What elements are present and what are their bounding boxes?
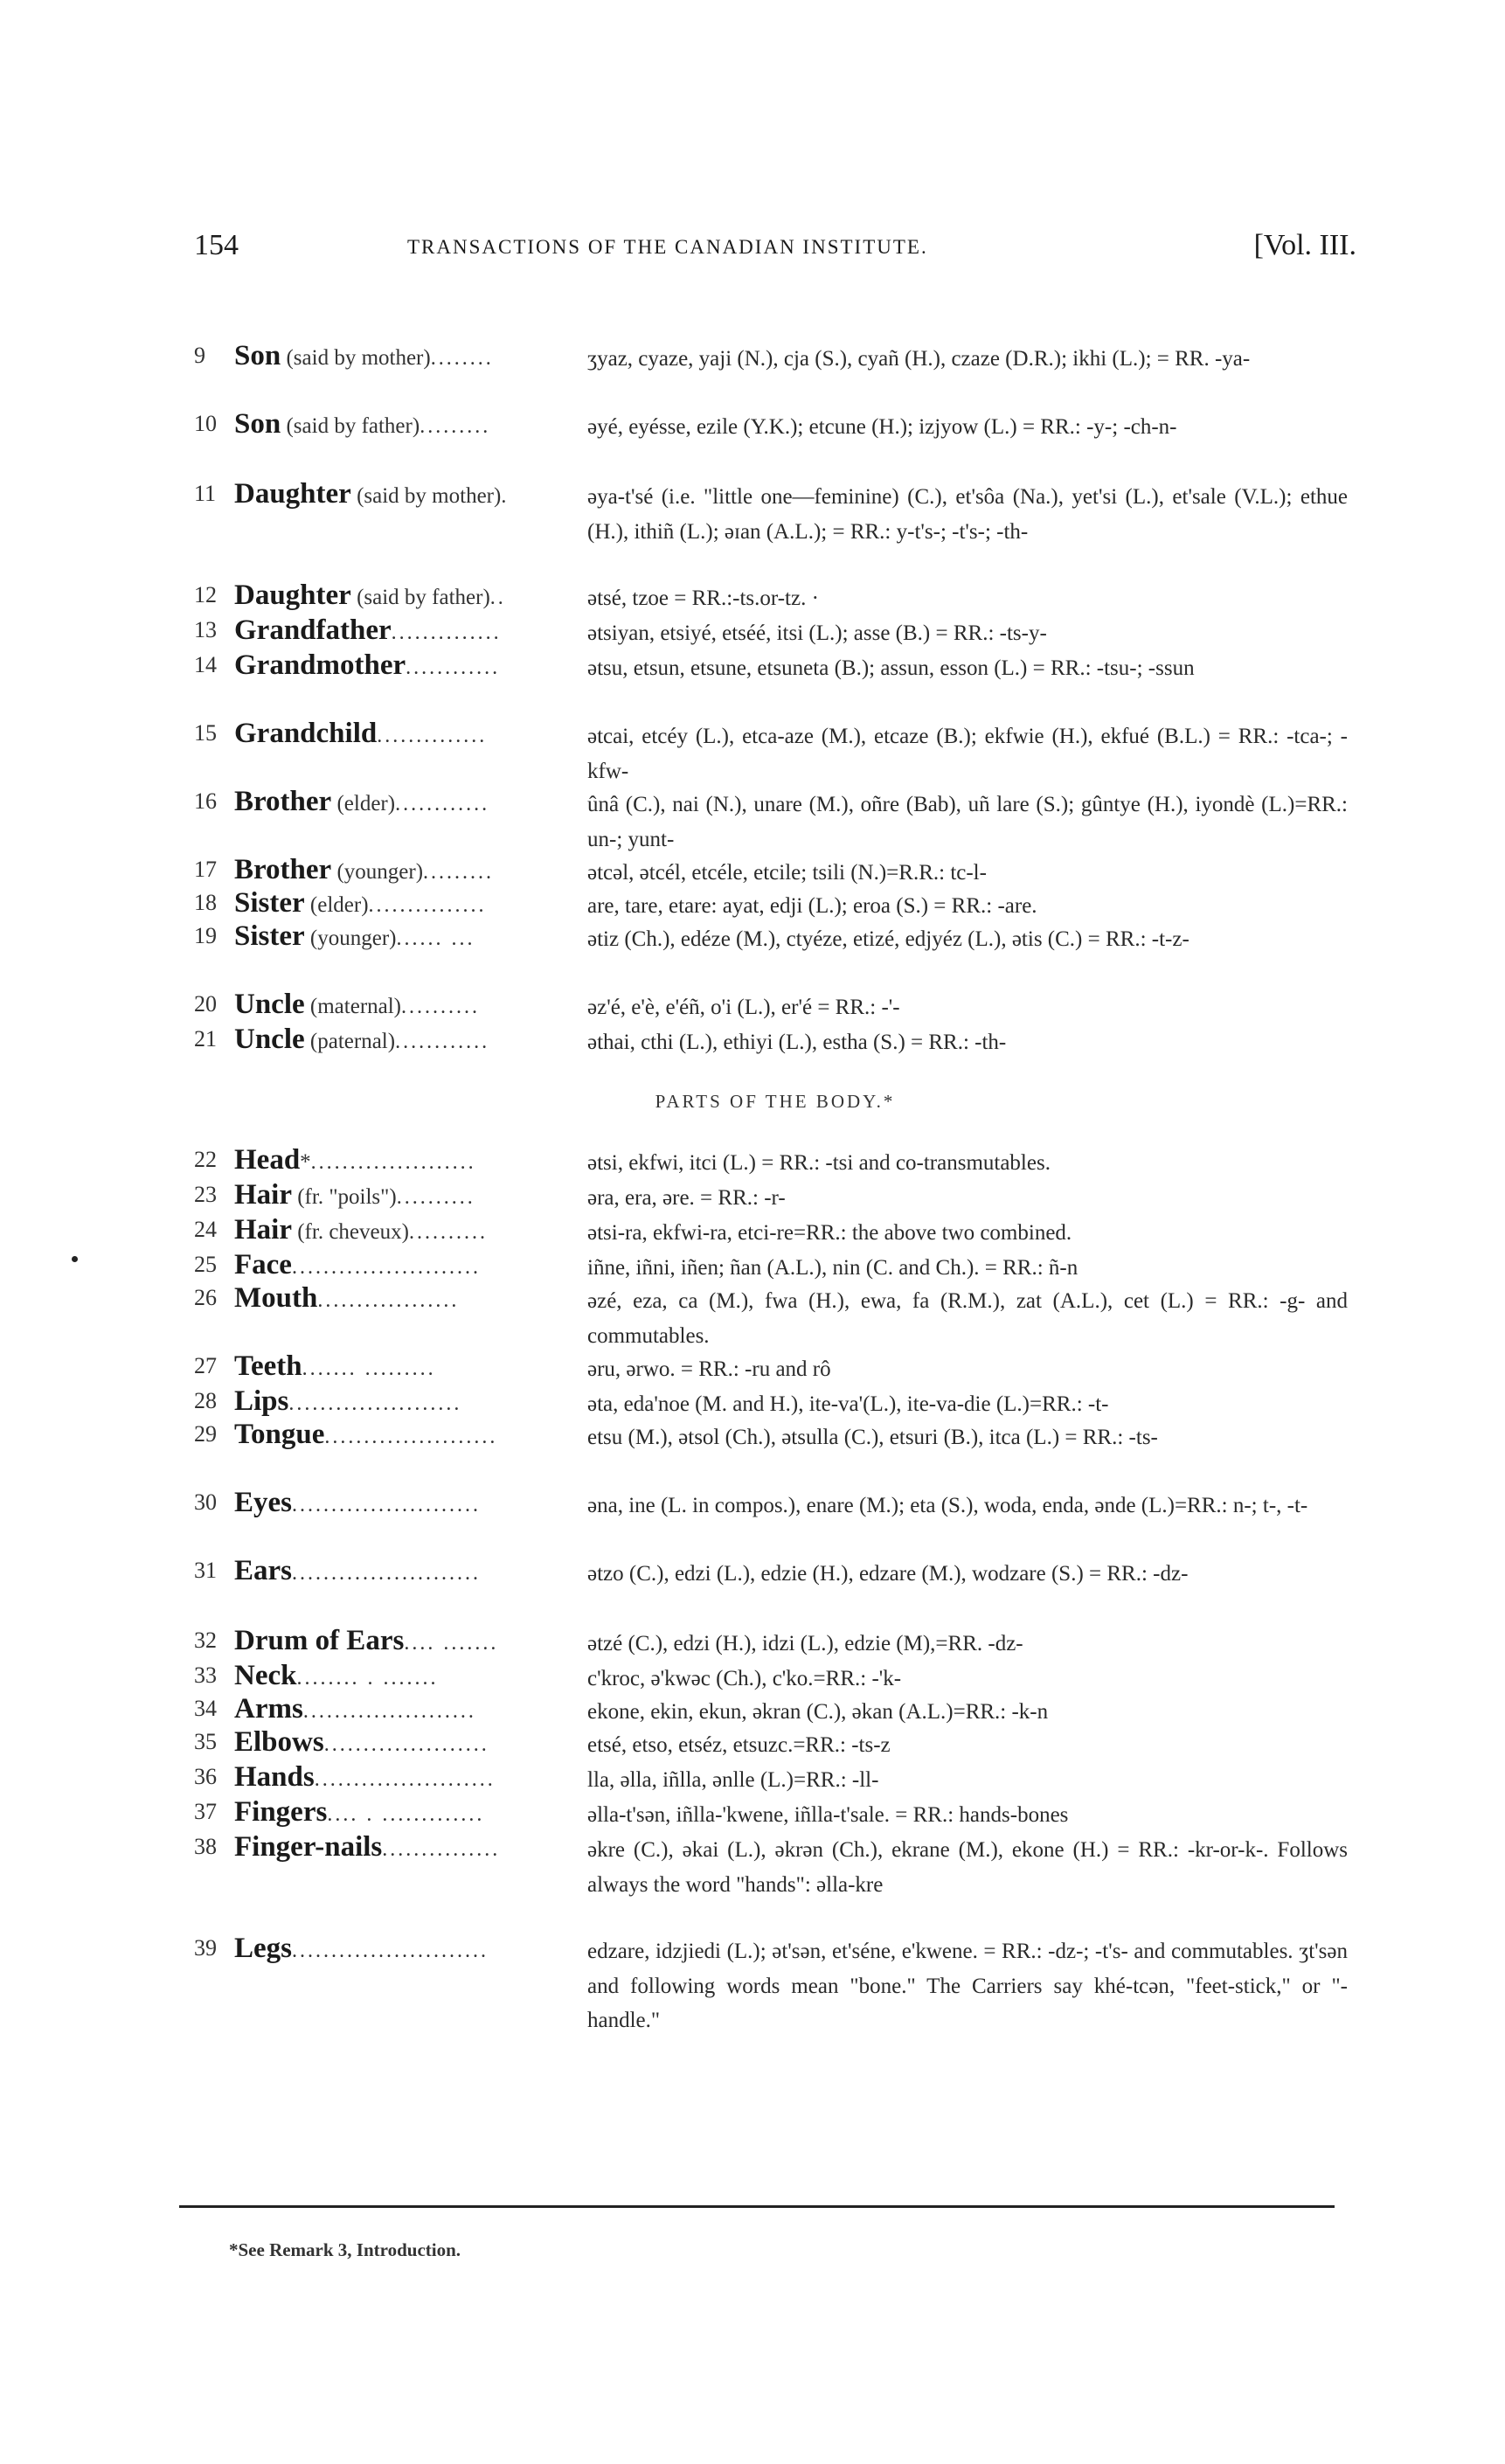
- entry-definition: əzé, eza, ca (M.), fwa (H.), ewa, fa (R.M.), zat (A.L.), cet (L.) = RR.: -g- and commutables.: [587, 1289, 1348, 1348]
- entry-number: 16: [194, 788, 217, 814]
- entry-definition: əya-t'sé (i.e. "little one—feminine) (C.), et'sôa (Na.), yet'si (L.), et'sale (V.L.); ethue (H.), ithiñ (L.); əɪan (A.L.); = RR.: y-t's-; -t's-; -th-: [587, 485, 1348, 544]
- entry-qualifier: (elder): [304, 893, 369, 917]
- entry-word: Teeth: [234, 1350, 302, 1382]
- leader-dots: .... .......: [404, 1632, 499, 1655]
- entry-word: Head: [234, 1144, 301, 1176]
- entry-number: 12: [194, 582, 217, 607]
- entry-number: 18: [194, 890, 217, 915]
- leader-dots: ..................: [317, 1289, 460, 1312]
- entry-word: Fingers: [234, 1796, 328, 1828]
- entry-qualifier: (said by mother): [281, 346, 431, 370]
- entry-word: Arms: [234, 1693, 303, 1725]
- entry-number: 31: [194, 1558, 217, 1583]
- entry-qualifier: (maternal): [304, 995, 402, 1018]
- entry-definition: əyé, eyésse, ezile (Y.K.); etcune (H.); izjyow (L.) = RR.: -y-; -ch-n-: [587, 415, 1177, 439]
- running-title: TRANSACTIONS OF THE CANADIAN INSTITUTE.: [407, 236, 928, 258]
- entry-number: 37: [194, 1799, 217, 1824]
- entry-definition: əlla-t'sən, iñlla-'kwene, iñlla-t'sale. = RR.: hands-bones: [587, 1803, 1069, 1827]
- entry-word: Eyes: [234, 1487, 292, 1518]
- entry-qualifier: (younger): [304, 927, 397, 950]
- entry-word: Elbows: [234, 1726, 324, 1758]
- entry-number: 39: [194, 1935, 217, 1961]
- entry-definition: iñne, iñni, iñen; ñan (A.L.), nin (C. and Ch.). = RR.: ñ-n: [587, 1256, 1078, 1280]
- entry-qualifier: (said by father): [281, 414, 420, 438]
- entry-word: Brother: [234, 786, 332, 817]
- entry-definition: ətsu, etsun, etsune, etsuneta (B.); assun, esson (L.) = RR.: -tsu-; -ssun: [587, 656, 1195, 680]
- entry-number: 24: [194, 1217, 217, 1242]
- entry-qualifier: (elder): [331, 792, 396, 816]
- leader-dots: .....................: [323, 1733, 489, 1756]
- leader-dots: .... . .............: [327, 1803, 485, 1826]
- entry-word: Sister: [234, 920, 305, 952]
- leader-dots: .........................: [292, 1940, 489, 1962]
- entry-number: 38: [194, 1834, 217, 1859]
- leader-dots: ..........: [401, 996, 481, 1018]
- entry-word: Drum of Ears: [234, 1625, 405, 1656]
- entry-word: Mouth: [234, 1282, 318, 1314]
- entry-definition: are, tare, etare: ayat, edji (L.); eroa (S.) = RR.: -are.: [587, 894, 1037, 918]
- entry-word: Grandfather: [234, 614, 392, 646]
- leader-dots: ......................: [324, 1426, 498, 1448]
- entry-number: 32: [194, 1628, 217, 1653]
- entry-word: Lips: [234, 1385, 289, 1417]
- entry-number: 34: [194, 1696, 217, 1721]
- page-number: 154: [194, 229, 239, 261]
- entry-definition: ûnâ (C.), nai (N.), unare (M.), oñre (Bab), uñ lare (S.); gûntye (H.), iyondè (L.)=RR.: un-; yunt-: [587, 793, 1348, 851]
- footnote-rule: [179, 2205, 1335, 2208]
- leader-dots: .: [501, 485, 510, 508]
- entry-number: 27: [194, 1353, 217, 1378]
- entry-number: 23: [194, 1182, 217, 1207]
- entry-definition: etsé, etso, etséz, etsuzc.=RR.: -ts-z: [587, 1733, 891, 1757]
- entry-definition: edzare, idzjiedi (L.); ət'sən, et'séne, e'kwene. = RR.: -dz-; -t's- and commutables. ʒt'sən and following words mean "bone." The Carriers say khé-tcən, "feet-stick," or "-handle.": [587, 1940, 1348, 2032]
- entry-definition: ətsiyan, etsiyé, etséé, itsi (L.); asse (B.) = RR.: -ts-y-: [587, 621, 1047, 645]
- entry-word: Son: [234, 408, 281, 440]
- entry-number: 21: [194, 1026, 217, 1052]
- entry-number: 25: [194, 1252, 217, 1277]
- entry-qualifier: (fr. cheveux): [291, 1220, 409, 1244]
- entry-number: 13: [194, 617, 217, 642]
- leader-dots: ..: [489, 587, 506, 609]
- leader-dots: .....................: [310, 1151, 476, 1174]
- entry-word: Grandmother: [234, 649, 406, 681]
- entry-word: Uncle: [234, 989, 305, 1020]
- leader-dots: ........ . .......: [296, 1667, 439, 1690]
- entry-number: 28: [194, 1388, 217, 1413]
- entry-definition: əta, eda'noe (M. and H.), ite-va'(L.), ite-va-die (L.)=RR.: -t-: [587, 1392, 1109, 1416]
- entry-number: 11: [194, 481, 217, 506]
- leader-dots: ......................: [302, 1700, 476, 1723]
- entry-word: Face: [234, 1249, 292, 1281]
- entry-word: Daughter: [234, 580, 351, 611]
- entry-number: 15: [194, 720, 217, 746]
- entry-word: Finger-nails: [234, 1831, 383, 1863]
- entry-number: 9: [194, 343, 205, 368]
- leader-dots: ............: [406, 656, 501, 679]
- entry-word: Hair: [234, 1214, 292, 1246]
- leader-dots: ....... .........: [302, 1357, 436, 1380]
- entry-qualifier: (said by mother): [350, 484, 502, 508]
- leader-dots: ........................: [292, 1562, 481, 1585]
- entry-word: Neck: [234, 1660, 297, 1691]
- leader-dots: ..........: [408, 1221, 488, 1244]
- leader-dots: ............: [395, 1031, 490, 1053]
- volume-label: [Vol. III.: [1253, 229, 1356, 261]
- leader-dots: .........: [423, 861, 495, 884]
- entry-qualifier: (younger): [331, 860, 424, 884]
- entry-definition: əru, ərwo. = RR.: -ru and rô: [587, 1357, 831, 1381]
- entry-number: 14: [194, 652, 217, 677]
- entry-definition: c'kroc, ə'kwəc (Ch.), c'ko.=RR.: -'k-: [587, 1667, 902, 1690]
- entry-word: Legs: [234, 1933, 292, 1964]
- section-title: PARTS OF THE BODY.*: [655, 1091, 896, 1112]
- leader-dots: ........................: [292, 1494, 481, 1517]
- entry-number: 30: [194, 1489, 217, 1515]
- entry-word: Brother: [234, 854, 332, 885]
- leader-dots: ...... ...: [396, 927, 475, 950]
- entry-definition: ekone, ekin, ekun, əkran (C.), əkan (A.L.)=RR.: -k-n: [587, 1700, 1049, 1724]
- leader-dots: ...............: [382, 1838, 501, 1861]
- entry-definition: əz'é, e'è, e'éñ, o'i (L.), er'é = RR.: -'-: [587, 996, 900, 1019]
- entry-number: 33: [194, 1662, 217, 1688]
- running-header: [194, 229, 1356, 267]
- entry-definition: əkre (C.), əkai (L.), əkrən (Ch.), ekrane (M.), ekone (H.) = RR.: -kr-or-k-. Follows always the word "hands": əlla-kre: [587, 1838, 1348, 1897]
- entry-number: 20: [194, 991, 217, 1017]
- entry-definition: ətcəl, ətcél, etcéle, etcile; tsili (N.)=R.R.: tc-l-: [587, 861, 987, 885]
- entry-word: Ears: [234, 1555, 292, 1586]
- entry-definition: ətzo (C.), edzi (L.), edzie (H.), edzare (M.), wodzare (S.) = RR.: -dz-: [587, 1562, 1189, 1586]
- leader-dots: ........: [430, 347, 494, 370]
- entry-word: Hair: [234, 1179, 292, 1211]
- leader-dots: ...............: [368, 894, 487, 917]
- ink-speck: [72, 1256, 78, 1262]
- entry-word: Tongue: [234, 1419, 325, 1450]
- entry-qualifier: (fr. "poils"): [291, 1185, 397, 1209]
- entry-definition: əna, ine (L. in compos.), enare (M.); eta (S.), woda, enda, ənde (L.)=RR.: n-; t-, -t-: [587, 1494, 1308, 1517]
- entry-number: 35: [194, 1729, 217, 1754]
- entry-definition: ətsé, tzoe = RR.:-ts.or-tz. ·: [587, 587, 819, 610]
- entry-definition: əra, era, əre. = RR.: -r-: [587, 1186, 786, 1210]
- entry-number: 36: [194, 1764, 217, 1789]
- leader-dots: ............: [395, 793, 490, 816]
- entry-number: 29: [194, 1421, 217, 1447]
- entry-definition: etsu (M.), ətsol (Ch.), ətsulla (C.), etsuri (B.), itca (L.) = RR.: -ts-: [587, 1426, 1158, 1449]
- entry-word: Son: [234, 340, 281, 371]
- entry-word: Sister: [234, 887, 305, 919]
- entry-qualifier: (paternal): [304, 1030, 396, 1053]
- entry-number: 10: [194, 411, 217, 436]
- entry-word: Daughter: [234, 478, 351, 510]
- entry-number: 26: [194, 1285, 217, 1310]
- entry-word: Grandchild: [234, 718, 378, 749]
- entry-definition: ətcai, etcéy (L.), etca-aze (M.), etcaze (B.); ekfwie (H.), ekfué (B.L.) = RR.: -tca-; -kfw-: [587, 725, 1348, 783]
- leader-dots: ..............: [377, 725, 488, 747]
- entry-definition: ətiz (Ch.), edéze (M.), ctyéze, etizé, edjyéz (L.), ətis (C.) = RR.: -t-z-: [587, 927, 1189, 951]
- leader-dots: ..........: [396, 1186, 475, 1209]
- footnote: *See Remark 3, Introduction.: [229, 2239, 461, 2260]
- leader-dots: ..............: [391, 621, 502, 644]
- entry-word: Hands: [234, 1761, 315, 1793]
- entry-number: 17: [194, 857, 217, 882]
- entry-definition: ətsi, ekfwi, itci (L.) = RR.: -tsi and co-transmutables.: [587, 1151, 1051, 1175]
- entry-definition: lla, əlla, iñlla, ənlle (L.)=RR.: -ll-: [587, 1768, 879, 1792]
- entry-qualifier: *: [300, 1150, 311, 1174]
- leader-dots: .......................: [314, 1768, 496, 1791]
- leader-dots: ......................: [288, 1392, 462, 1415]
- leader-dots: ........................: [291, 1256, 481, 1279]
- entry-definition: ʒyaz, cyaze, yaji (N.), cja (S.), cyañ (H.), czaze (D.R.); ikhi (L.); = RR. -ya-: [587, 347, 1251, 371]
- leader-dots: .........: [420, 415, 491, 438]
- entry-definition: ətzé (C.), edzi (H.), idzi (L.), edzie (M),=RR. -dz-: [587, 1632, 1023, 1655]
- entry-definition: əthai, cthi (L.), ethiyi (L.), estha (S.) = RR.: -th-: [587, 1031, 1007, 1054]
- entry-qualifier: (said by father): [350, 586, 490, 609]
- entry-number: 19: [194, 923, 217, 948]
- entry-number: 22: [194, 1147, 217, 1172]
- entry-definition: ətsi-ra, ekfwi-ra, etci-re=RR.: the above two combined.: [587, 1221, 1072, 1245]
- entry-word: Uncle: [234, 1024, 305, 1055]
